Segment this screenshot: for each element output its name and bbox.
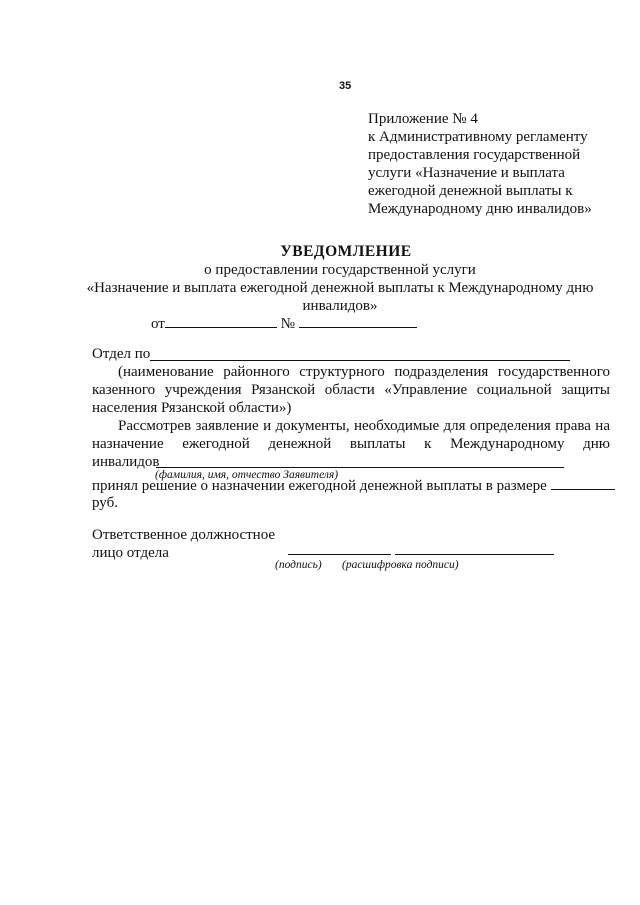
appendix-line-3: предоставления государственной bbox=[368, 147, 581, 163]
date-field bbox=[165, 314, 277, 328]
applicant-caption: (фамилия, имя, отчество Заявителя) bbox=[155, 469, 339, 481]
signature-label-2: лицо отдела bbox=[92, 545, 169, 561]
signature-decode-field bbox=[395, 554, 554, 555]
document-title: УВЕДОМЛЕНИЕ bbox=[280, 243, 412, 260]
department-note-1: (наименование районного структурного подразделения государственного bbox=[118, 364, 610, 380]
department-label: Отдел по bbox=[92, 346, 151, 362]
appendix-line-2: к Административному регламенту bbox=[368, 129, 588, 145]
appendix-line-4: услуги «Назначение и выплата bbox=[368, 165, 565, 181]
review-line-1: Рассмотрев заявление и документы, необходимые для определения права на bbox=[118, 418, 610, 434]
department-field bbox=[150, 360, 570, 361]
date-from-label: от bbox=[151, 316, 165, 332]
review-line-3: инвалидов bbox=[92, 454, 160, 470]
number-field bbox=[299, 314, 417, 328]
decision-text: принял решение о назначении ежегодной денежной выплаты в размере bbox=[92, 478, 547, 494]
review-line-2: назначение ежегодной денежной выплаты к Международному дню bbox=[92, 436, 610, 452]
number-label: № bbox=[280, 316, 295, 332]
signature-decode-caption: (расшифровка подписи) bbox=[342, 559, 459, 571]
department-note-3: населения Рязанской области») bbox=[92, 400, 292, 416]
page-number: 35 bbox=[339, 80, 352, 92]
appendix-line-1: Приложение № 4 bbox=[368, 111, 478, 127]
decision-line bbox=[92, 476, 615, 495]
applicant-name-field bbox=[156, 467, 564, 468]
signature-field bbox=[288, 554, 391, 555]
amount-field bbox=[551, 476, 615, 490]
header-line-3: «Назначение и выплата ежегодной денежной выплаты к Международному дню bbox=[86, 280, 594, 296]
header-line-4: инвалидов» bbox=[302, 298, 378, 314]
signature-caption: (подпись) bbox=[275, 559, 322, 571]
appendix-line-6: Международному дню инвалидов» bbox=[368, 201, 592, 217]
department-note-2: казенного учреждения Рязанской области «Управление социальной защиты bbox=[92, 382, 610, 398]
appendix-line-5: ежегодной денежной выплаты к bbox=[368, 183, 573, 199]
date-number-line bbox=[151, 314, 417, 333]
currency-label: руб. bbox=[92, 495, 118, 511]
signature-label-1: Ответственное должностное bbox=[92, 527, 276, 543]
header-line-2: о предоставлении государственной услуги bbox=[204, 262, 476, 278]
